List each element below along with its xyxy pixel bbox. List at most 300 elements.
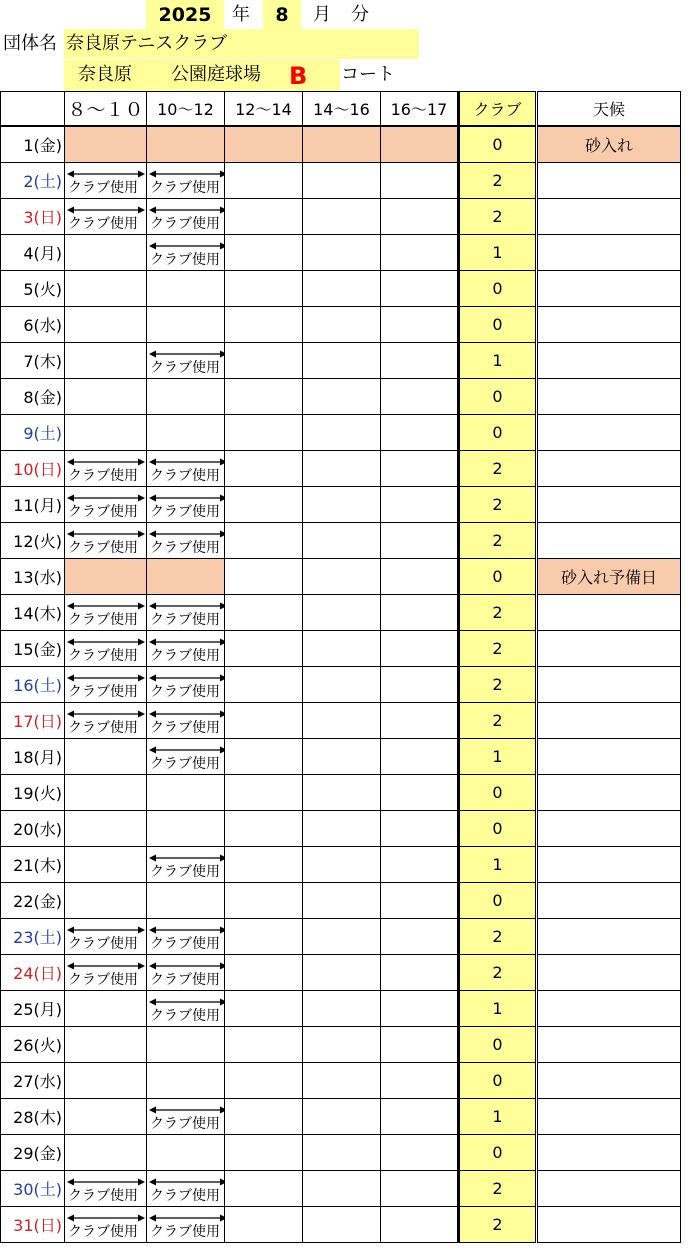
slot-cell-12-14[interactable] [225,199,303,235]
double-arrow-icon [149,529,225,539]
slot-cell-8-10[interactable] [65,163,147,199]
slot-cell-12-14[interactable] [225,595,303,631]
slot-cell-14-16[interactable] [303,1063,381,1099]
table-row [1,991,681,1027]
club-use-label: クラブ使用 [68,648,138,664]
schedule-table [0,91,681,1243]
club-use-label: クラブ使用 [150,1188,220,1204]
slot-cell-12-14[interactable] [225,343,303,379]
slot-cell-12-14[interactable] [225,775,303,811]
slot-cell-12-14[interactable] [225,523,303,559]
double-arrow-icon [149,1105,225,1115]
double-arrow-icon [67,925,145,935]
slot-cell-14-16[interactable] [303,235,381,271]
club-use-label: クラブ使用 [150,864,220,880]
double-arrow-icon [149,601,225,611]
slot-cell-8-10[interactable] [65,775,147,811]
slot-cell-10-12[interactable] [147,595,225,631]
slot-cell-16-17[interactable] [381,631,459,667]
slot-cell-16-17[interactable] [381,991,459,1027]
slot-cell-14-16[interactable] [303,955,381,991]
slot-cell-16-17[interactable] [381,919,459,955]
slot-cell-14-16[interactable] [303,1099,381,1135]
club-use-mark [65,163,146,198]
double-arrow-icon [149,493,225,503]
weather-cell[interactable] [537,667,681,703]
slot-cell-16-17[interactable] [381,811,459,847]
weather-cell[interactable] [537,883,681,919]
slot-cell-10-12[interactable] [147,235,225,271]
slot-cell-16-17[interactable] [381,595,459,631]
table-row [1,775,681,811]
date-cell: 22(金) [1,883,65,919]
slot-cell-14-16[interactable] [303,847,381,883]
slot-cell-10-12[interactable] [147,451,225,487]
slot-cell-14-16[interactable] [303,595,381,631]
slot-cell-16-17[interactable] [381,1171,459,1207]
weather-cell[interactable] [537,487,681,523]
slot-cell-8-10[interactable] [65,595,147,631]
weather-cell[interactable] [537,379,681,415]
park-cell[interactable] [64,60,146,91]
slot-cell-10-12[interactable] [147,919,225,955]
slot-cell-12-14[interactable] [225,163,303,199]
slot-cell-8-10[interactable] [65,1099,147,1135]
slot-cell-16-17[interactable] [381,163,459,199]
slot-cell-16-17[interactable] [381,199,459,235]
slot-cell-14-16[interactable] [303,775,381,811]
weather-cell[interactable] [537,1027,681,1063]
double-arrow-icon [67,169,145,179]
slot-cell-14-16[interactable] [303,883,381,919]
club-use-mark [147,991,224,1026]
slot-cell-14-16[interactable] [303,307,381,343]
col-header-8-10: ８～１０ [65,92,147,127]
weather-cell[interactable] [537,1063,681,1099]
table-row [1,379,681,415]
weather-cell[interactable] [537,775,681,811]
slot-cell-16-17[interactable] [381,739,459,775]
table-row [1,1027,681,1063]
slot-cell-14-16[interactable] [303,1171,381,1207]
col-header-16-17: 16～17 [381,92,459,127]
slot-cell-16-17[interactable] [381,1207,459,1243]
slot-cell-12-14[interactable] [225,847,303,883]
slot-cell-10-12[interactable] [147,307,225,343]
weather-cell[interactable] [537,523,681,559]
slot-cell-12-14[interactable] [225,379,303,415]
weather-cell[interactable] [537,955,681,991]
slot-cell-16-17[interactable] [381,126,459,163]
slot-cell-10-12[interactable] [147,847,225,883]
double-arrow-icon [149,169,225,179]
weather-cell[interactable] [537,847,681,883]
club-use-mark [147,1171,224,1206]
club-use-label: クラブ使用 [68,504,138,520]
slot-cell-16-17[interactable] [381,1135,459,1171]
slot-cell-12-14[interactable] [225,955,303,991]
slot-cell-10-12[interactable] [147,1171,225,1207]
date-cell: 8(金) [1,379,65,415]
date-cell: 5(火) [1,271,65,307]
slot-cell-12-14[interactable] [225,1171,303,1207]
slot-cell-16-17[interactable] [381,883,459,919]
slot-cell-8-10[interactable] [65,126,147,163]
club-use-label: クラブ使用 [68,1188,138,1204]
slot-cell-14-16[interactable] [303,415,381,451]
slot-cell-8-10[interactable] [65,703,147,739]
weather-cell[interactable] [537,1135,681,1171]
date-cell: 29(金) [1,1135,65,1171]
slot-cell-14-16[interactable] [303,451,381,487]
year-label: 年 [232,4,250,25]
slot-cell-16-17[interactable] [381,307,459,343]
club-count-cell: 2 [459,595,537,631]
club-use-label: クラブ使用 [150,1116,220,1132]
slot-cell-10-12[interactable] [147,883,225,919]
slot-cell-10-12[interactable] [147,955,225,991]
slot-cell-14-16[interactable] [303,919,381,955]
slot-cell-16-17[interactable] [381,703,459,739]
slot-cell-10-12[interactable] [147,126,225,163]
table-row [1,667,681,703]
weather-cell[interactable]: 砂入れ予備日 [537,559,681,595]
slot-cell-14-16[interactable] [303,991,381,1027]
weather-cell[interactable] [537,703,681,739]
table-row [1,1099,681,1135]
slot-cell-16-17[interactable] [381,1027,459,1063]
slot-cell-16-17[interactable] [381,955,459,991]
weather-cell[interactable] [537,163,681,199]
weather-cell[interactable] [537,739,681,775]
club-count-cell: 2 [459,703,537,739]
slot-cell-8-10[interactable] [65,1063,147,1099]
slot-cell-8-10[interactable] [65,487,147,523]
table-row [1,451,681,487]
month-suffix: 分 [351,4,369,25]
slot-cell-10-12[interactable] [147,1099,225,1135]
slot-cell-12-14[interactable] [225,631,303,667]
table-row [1,883,681,919]
club-use-mark [147,163,224,198]
slot-cell-14-16[interactable] [303,199,381,235]
slot-cell-12-14[interactable] [225,1207,303,1243]
slot-cell-12-14[interactable] [225,1135,303,1171]
slot-cell-10-12[interactable] [147,811,225,847]
slot-cell-12-14[interactable] [225,235,303,271]
weather-cell[interactable]: 砂入れ [537,126,681,163]
club-count-cell: 1 [459,1099,537,1135]
club-count-cell: 2 [459,1171,537,1207]
slot-cell-10-12[interactable] [147,1135,225,1171]
slot-cell-16-17[interactable] [381,379,459,415]
slot-cell-14-16[interactable] [303,487,381,523]
weather-cell[interactable] [537,631,681,667]
slot-cell-8-10[interactable] [65,451,147,487]
slot-cell-10-12[interactable] [147,271,225,307]
club-use-mark [147,595,224,630]
table-row [1,1063,681,1099]
slot-cell-16-17[interactable] [381,559,459,595]
slot-cell-16-17[interactable] [381,343,459,379]
club-use-mark [147,487,224,522]
double-arrow-icon [67,961,145,971]
club-count-cell: 1 [459,343,537,379]
slot-cell-16-17[interactable] [381,667,459,703]
club-use-label: クラブ使用 [150,540,220,556]
table-row [1,703,681,739]
club-use-label: クラブ使用 [150,216,220,232]
weather-cell[interactable] [537,1099,681,1135]
slot-cell-16-17[interactable] [381,1099,459,1135]
slot-cell-14-16[interactable] [303,163,381,199]
slot-cell-14-16[interactable] [303,523,381,559]
slot-cell-14-16[interactable] [303,559,381,595]
slot-cell-12-14[interactable] [225,739,303,775]
double-arrow-icon [149,1177,225,1187]
club-use-label: クラブ使用 [150,1008,220,1024]
date-cell: 14(木) [1,595,65,631]
slot-cell-8-10[interactable] [65,1171,147,1207]
slot-cell-14-16[interactable] [303,126,381,163]
slot-cell-10-12[interactable] [147,991,225,1027]
double-arrow-icon [149,745,225,755]
slot-cell-8-10[interactable] [65,1135,147,1171]
slot-cell-12-14[interactable] [225,667,303,703]
table-row [1,1207,681,1243]
slot-cell-14-16[interactable] [303,379,381,415]
slot-cell-14-16[interactable] [303,1135,381,1171]
slot-cell-8-10[interactable] [65,235,147,271]
slot-cell-12-14[interactable] [225,559,303,595]
slot-cell-10-12[interactable] [147,487,225,523]
double-arrow-icon [149,205,225,215]
slot-cell-12-14[interactable] [225,991,303,1027]
slot-cell-10-12[interactable] [147,379,225,415]
slot-cell-10-12[interactable] [147,343,225,379]
club-count-cell: 2 [459,919,537,955]
weather-cell[interactable] [537,991,681,1027]
slot-cell-8-10[interactable] [65,343,147,379]
double-arrow-icon [67,457,145,467]
slot-cell-8-10[interactable] [65,523,147,559]
slot-cell-12-14[interactable] [225,811,303,847]
slot-cell-14-16[interactable] [303,739,381,775]
weather-cell[interactable] [537,343,681,379]
club-use-label: クラブ使用 [68,216,138,232]
year-value: 2025 [158,4,212,26]
slot-cell-8-10[interactable] [65,991,147,1027]
slot-cell-10-12[interactable] [147,559,225,595]
slot-cell-12-14[interactable] [225,487,303,523]
club-use-label: クラブ使用 [68,612,138,628]
club-use-mark [147,451,224,486]
table-row [1,919,681,955]
slot-cell-16-17[interactable] [381,523,459,559]
date-cell: 30(土) [1,1171,65,1207]
slot-cell-8-10[interactable] [65,307,147,343]
weather-cell[interactable] [537,595,681,631]
slot-cell-16-17[interactable] [381,487,459,523]
club-use-label: クラブ使用 [150,360,220,376]
slot-cell-12-14[interactable] [225,919,303,955]
schedule-body [1,126,681,1243]
date-cell: 10(日) [1,451,65,487]
year-cell[interactable] [146,0,224,30]
date-cell: 17(日) [1,703,65,739]
col-header-12-14: 12～14 [225,92,303,127]
club-count-cell: 0 [459,126,537,163]
org-name-cell[interactable] [64,29,419,59]
date-cell: 26(火) [1,1027,65,1063]
org-name: 奈良原テニスクラブ [66,33,228,54]
club-use-label: クラブ使用 [150,612,220,628]
table-row [1,955,681,991]
slot-cell-12-14[interactable] [225,126,303,163]
court-letter: B [289,62,308,90]
month-value: 8 [275,4,289,26]
weather-cell[interactable] [537,199,681,235]
slot-cell-10-12[interactable] [147,163,225,199]
slot-cell-14-16[interactable] [303,631,381,667]
club-use-label: クラブ使用 [68,180,138,196]
slot-cell-12-14[interactable] [225,883,303,919]
slot-cell-8-10[interactable] [65,919,147,955]
facility-cell[interactable] [146,60,340,91]
slot-cell-12-14[interactable] [225,1099,303,1135]
slot-cell-8-10[interactable] [65,955,147,991]
header-row [1,92,681,127]
slot-cell-12-14[interactable] [225,415,303,451]
slot-cell-12-14[interactable] [225,451,303,487]
month-cell[interactable] [263,0,301,30]
slot-cell-10-12[interactable] [147,739,225,775]
col-header-club: クラブ [459,92,537,127]
club-use-mark [147,703,224,738]
club-use-mark [65,451,146,486]
slot-cell-12-14[interactable] [225,307,303,343]
slot-cell-16-17[interactable] [381,451,459,487]
slot-cell-14-16[interactable] [303,667,381,703]
slot-cell-8-10[interactable] [65,667,147,703]
court-label: コート [341,64,395,85]
club-use-mark [65,595,146,630]
slot-cell-10-12[interactable] [147,1027,225,1063]
slot-cell-14-16[interactable] [303,703,381,739]
club-use-label: クラブ使用 [150,972,220,988]
slot-cell-16-17[interactable] [381,271,459,307]
weather-cell[interactable] [537,919,681,955]
weather-cell[interactable] [537,451,681,487]
slot-cell-16-17[interactable] [381,847,459,883]
club-use-mark [147,919,224,954]
weather-cell[interactable] [537,1171,681,1207]
slot-cell-10-12[interactable] [147,703,225,739]
club-count-cell: 2 [459,631,537,667]
date-cell: 6(水) [1,307,65,343]
slot-cell-8-10[interactable] [65,811,147,847]
club-use-label: クラブ使用 [68,540,138,556]
club-use-mark [65,487,146,522]
slot-cell-16-17[interactable] [381,415,459,451]
club-use-label: クラブ使用 [150,720,220,736]
slot-cell-8-10[interactable] [65,1207,147,1243]
slot-cell-16-17[interactable] [381,235,459,271]
club-count-cell: 1 [459,739,537,775]
club-use-mark [147,955,224,990]
date-cell: 15(金) [1,631,65,667]
slot-cell-12-14[interactable] [225,1063,303,1099]
slot-cell-8-10[interactable] [65,379,147,415]
slot-cell-12-14[interactable] [225,703,303,739]
club-count-cell: 0 [459,307,537,343]
slot-cell-8-10[interactable] [65,739,147,775]
weather-cell[interactable] [537,271,681,307]
date-cell: 31(日) [1,1207,65,1243]
slot-cell-14-16[interactable] [303,1207,381,1243]
slot-cell-14-16[interactable] [303,343,381,379]
org-label: 団体名 [3,33,57,54]
slot-cell-16-17[interactable] [381,1063,459,1099]
weather-cell[interactable] [537,415,681,451]
club-count-cell: 2 [459,451,537,487]
weather-cell[interactable] [537,1207,681,1243]
double-arrow-icon [149,709,225,719]
slot-cell-8-10[interactable] [65,883,147,919]
club-use-mark [147,235,224,270]
slot-cell-10-12[interactable] [147,1207,225,1243]
double-arrow-icon [149,637,225,647]
club-count-cell: 2 [459,1207,537,1243]
double-arrow-icon [149,925,225,935]
slot-cell-12-14[interactable] [225,271,303,307]
club-use-label: クラブ使用 [68,972,138,988]
slot-cell-8-10[interactable] [65,1027,147,1063]
slot-cell-14-16[interactable] [303,271,381,307]
slot-cell-14-16[interactable] [303,811,381,847]
slot-cell-10-12[interactable] [147,667,225,703]
table-row [1,739,681,775]
date-cell: 18(月) [1,739,65,775]
facility-name: 公園庭球場 [171,64,261,85]
slot-cell-10-12[interactable] [147,523,225,559]
slot-cell-8-10[interactable] [65,847,147,883]
slot-cell-10-12[interactable] [147,199,225,235]
weather-cell[interactable] [537,307,681,343]
club-use-mark [147,667,224,702]
club-use-label: クラブ使用 [150,504,220,520]
club-count-cell: 1 [459,235,537,271]
slot-cell-10-12[interactable] [147,631,225,667]
table-row [1,1171,681,1207]
slot-cell-8-10[interactable] [65,415,147,451]
weather-cell[interactable] [537,811,681,847]
slot-cell-8-10[interactable] [65,271,147,307]
slot-cell-10-12[interactable] [147,775,225,811]
club-use-mark [65,955,146,990]
weather-cell[interactable] [537,235,681,271]
slot-cell-8-10[interactable] [65,631,147,667]
slot-cell-12-14[interactable] [225,1027,303,1063]
slot-cell-10-12[interactable] [147,415,225,451]
col-header-10-12: 10～12 [147,92,225,127]
slot-cell-16-17[interactable] [381,775,459,811]
club-use-label: クラブ使用 [150,684,220,700]
slot-cell-14-16[interactable] [303,1027,381,1063]
slot-cell-8-10[interactable] [65,199,147,235]
slot-cell-10-12[interactable] [147,1063,225,1099]
slot-cell-8-10[interactable] [65,559,147,595]
